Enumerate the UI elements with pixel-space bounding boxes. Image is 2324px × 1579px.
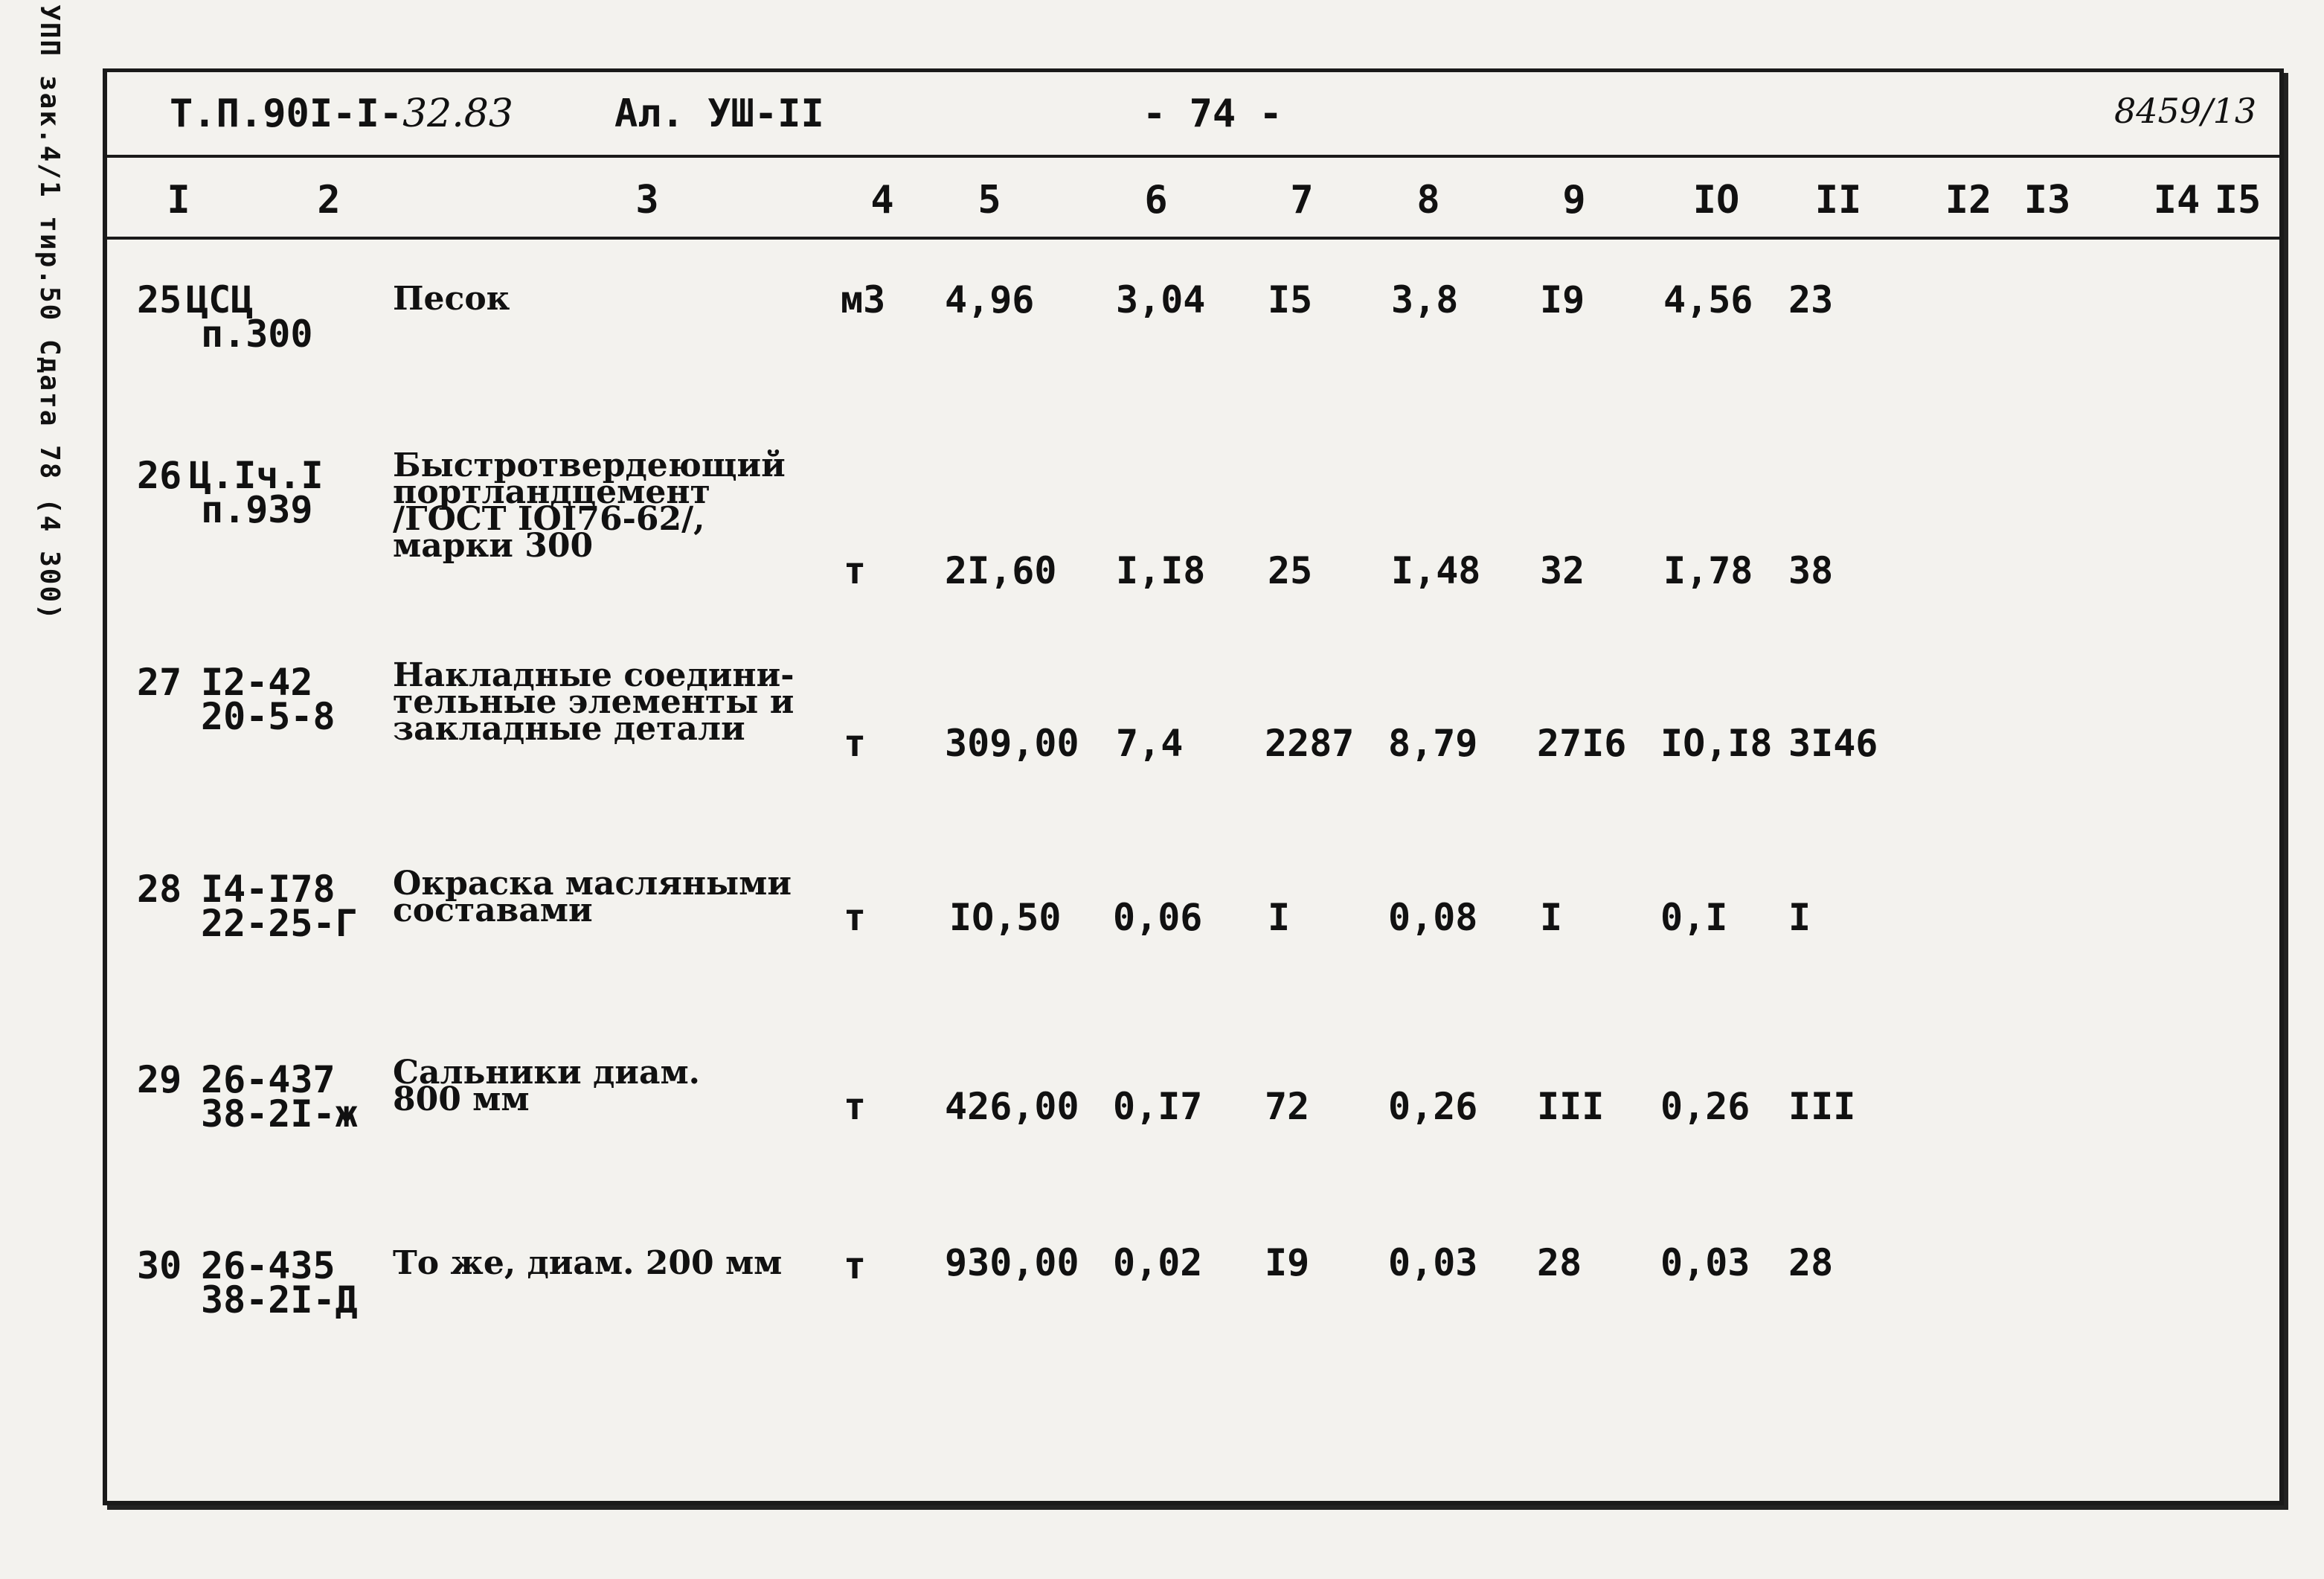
item-description-line: Накладные соедини- bbox=[393, 656, 795, 694]
item-description-line: Быстротвердеющий bbox=[393, 446, 786, 484]
column-header: I5 bbox=[2214, 178, 2262, 222]
column-header: I4 bbox=[2153, 178, 2201, 222]
cell-col11: I bbox=[1788, 896, 1811, 939]
header-divider bbox=[103, 155, 2279, 158]
cell-col11: III bbox=[1788, 1085, 1856, 1128]
item-description-line: тельные элементы и bbox=[393, 683, 795, 721]
cell-col11: 23 bbox=[1788, 278, 1834, 321]
rate-code-line: 20-5-8 bbox=[201, 695, 336, 738]
doc-id bbox=[170, 92, 513, 136]
cell-col6: 0,02 bbox=[1113, 1241, 1203, 1284]
cell-col6: 7,4 bbox=[1116, 722, 1184, 765]
item-description-line: /ГОСТ IOI76-62/, bbox=[393, 500, 705, 538]
cell-col5: 309,00 bbox=[945, 722, 1079, 765]
cell-col10: 0,26 bbox=[1660, 1085, 1750, 1128]
margin-print-note bbox=[28, 4, 70, 621]
item-description-line: 800 мм bbox=[393, 1080, 530, 1118]
unit: т bbox=[844, 1244, 867, 1287]
cell-col9: 32 bbox=[1540, 549, 1585, 592]
cell-col5: 426,00 bbox=[945, 1085, 1079, 1128]
unit: т bbox=[844, 896, 867, 939]
rate-code-line: ЦСЦ bbox=[186, 278, 254, 321]
column-header: 5 bbox=[978, 178, 1001, 222]
cell-col9: 27I6 bbox=[1537, 722, 1627, 765]
column-header: 8 bbox=[1416, 178, 1440, 222]
cell-col6: 3,04 bbox=[1116, 278, 1206, 321]
rate-code-line: I2-42 bbox=[201, 661, 313, 704]
column-header: 4 bbox=[870, 178, 894, 222]
item-description-line: Окраска масляными bbox=[393, 865, 792, 903]
cell-col9: 28 bbox=[1537, 1241, 1582, 1284]
row-number: 29 bbox=[137, 1058, 182, 1101]
rate-code-line: 38-2I-Д bbox=[201, 1278, 358, 1322]
unit: м3 bbox=[841, 278, 886, 321]
row-number: 25 bbox=[137, 278, 182, 321]
cell-col5: 930,00 bbox=[945, 1241, 1079, 1284]
column-header: I3 bbox=[2023, 178, 2071, 222]
cell-col7: 72 bbox=[1265, 1085, 1310, 1128]
cell-col10: I,78 bbox=[1663, 549, 1753, 592]
cell-col8: 0,08 bbox=[1388, 896, 1478, 939]
cell-col7: I bbox=[1268, 896, 1291, 939]
cell-col9: III bbox=[1537, 1085, 1605, 1128]
cell-col8: 0,26 bbox=[1388, 1085, 1478, 1128]
cell-col10: 0,I bbox=[1660, 896, 1728, 939]
cell-col8: I,48 bbox=[1391, 549, 1481, 592]
column-header: II bbox=[1814, 178, 1862, 222]
cell-col7: I5 bbox=[1268, 278, 1313, 321]
cell-col9: I bbox=[1540, 896, 1563, 939]
item-description-line: составами bbox=[393, 891, 593, 929]
cell-col6: I,I8 bbox=[1116, 549, 1206, 592]
cell-col11: 28 bbox=[1788, 1241, 1834, 1284]
unit: т bbox=[844, 722, 867, 765]
column-header: 3 bbox=[635, 178, 659, 222]
margin-print-note-text: УПП зак.4/1 тир.50 Сдата 78 (4 300) bbox=[33, 4, 65, 621]
rate-code-line: 26-437 bbox=[201, 1058, 336, 1101]
item-description-line: портландцемент bbox=[393, 473, 710, 511]
rate-code-line: п.300 bbox=[201, 313, 313, 356]
rate-code-line: 38-2I-ж bbox=[201, 1092, 358, 1136]
item-description-line: закладные детали bbox=[393, 710, 745, 748]
sheet-reference: 8459/13 bbox=[2114, 91, 2257, 131]
album-label: Ал. УШ-II bbox=[614, 92, 824, 136]
column-header: I bbox=[167, 178, 190, 222]
cell-col7: 2287 bbox=[1265, 722, 1355, 765]
cell-col10: 4,56 bbox=[1663, 278, 1753, 321]
column-header-divider bbox=[103, 237, 2279, 240]
column-header: 7 bbox=[1290, 178, 1314, 222]
item-description-line: Сальники диам. bbox=[393, 1054, 700, 1092]
cell-col8: 0,03 bbox=[1388, 1241, 1478, 1284]
row-number: 28 bbox=[137, 868, 182, 911]
column-header: IO bbox=[1692, 178, 1740, 222]
cell-col6: 0,I7 bbox=[1113, 1085, 1203, 1128]
row-number: 27 bbox=[137, 661, 182, 704]
cell-col11: 38 bbox=[1788, 549, 1834, 592]
cell-col6: 0,06 bbox=[1113, 896, 1203, 939]
rate-code-line: п.939 bbox=[201, 488, 313, 531]
cell-col8: 3,8 bbox=[1391, 278, 1459, 321]
item-description-line: Песок bbox=[393, 280, 510, 318]
unit: т bbox=[844, 1085, 867, 1128]
unit: т bbox=[844, 549, 867, 592]
rate-code-line: Ц.Iч.I bbox=[189, 454, 324, 497]
item-description-line: марки 300 bbox=[393, 527, 594, 565]
doc-id-handwritten: 32.83 bbox=[402, 92, 513, 136]
item-description-line: То же, диам. 200 мм bbox=[393, 1244, 783, 1282]
row-number: 26 bbox=[137, 454, 182, 497]
cell-col7: I9 bbox=[1265, 1241, 1310, 1284]
doc-id-print: Т.П.90I-I- bbox=[170, 92, 403, 136]
cell-col11: 3I46 bbox=[1788, 722, 1878, 765]
cell-col10: IO,I8 bbox=[1660, 722, 1773, 765]
cell-col10: 0,03 bbox=[1660, 1241, 1750, 1284]
column-header: 2 bbox=[317, 178, 341, 222]
column-header: 6 bbox=[1144, 178, 1168, 222]
rate-code-line: 22-25-Г bbox=[201, 902, 358, 945]
column-header: I2 bbox=[1945, 178, 1992, 222]
page-number: - 74 - bbox=[1143, 92, 1283, 136]
cell-col5: 2I,60 bbox=[945, 549, 1057, 592]
rate-code-line: I4-I78 bbox=[201, 868, 336, 911]
column-header: 9 bbox=[1562, 178, 1586, 222]
cell-col5: 4,96 bbox=[945, 278, 1035, 321]
cell-col9: I9 bbox=[1540, 278, 1585, 321]
cell-col7: 25 bbox=[1268, 549, 1313, 592]
cell-col8: 8,79 bbox=[1388, 722, 1478, 765]
row-number: 30 bbox=[137, 1244, 182, 1287]
cell-col5: IO,50 bbox=[949, 896, 1062, 939]
rate-code-line: 26-435 bbox=[201, 1244, 336, 1287]
